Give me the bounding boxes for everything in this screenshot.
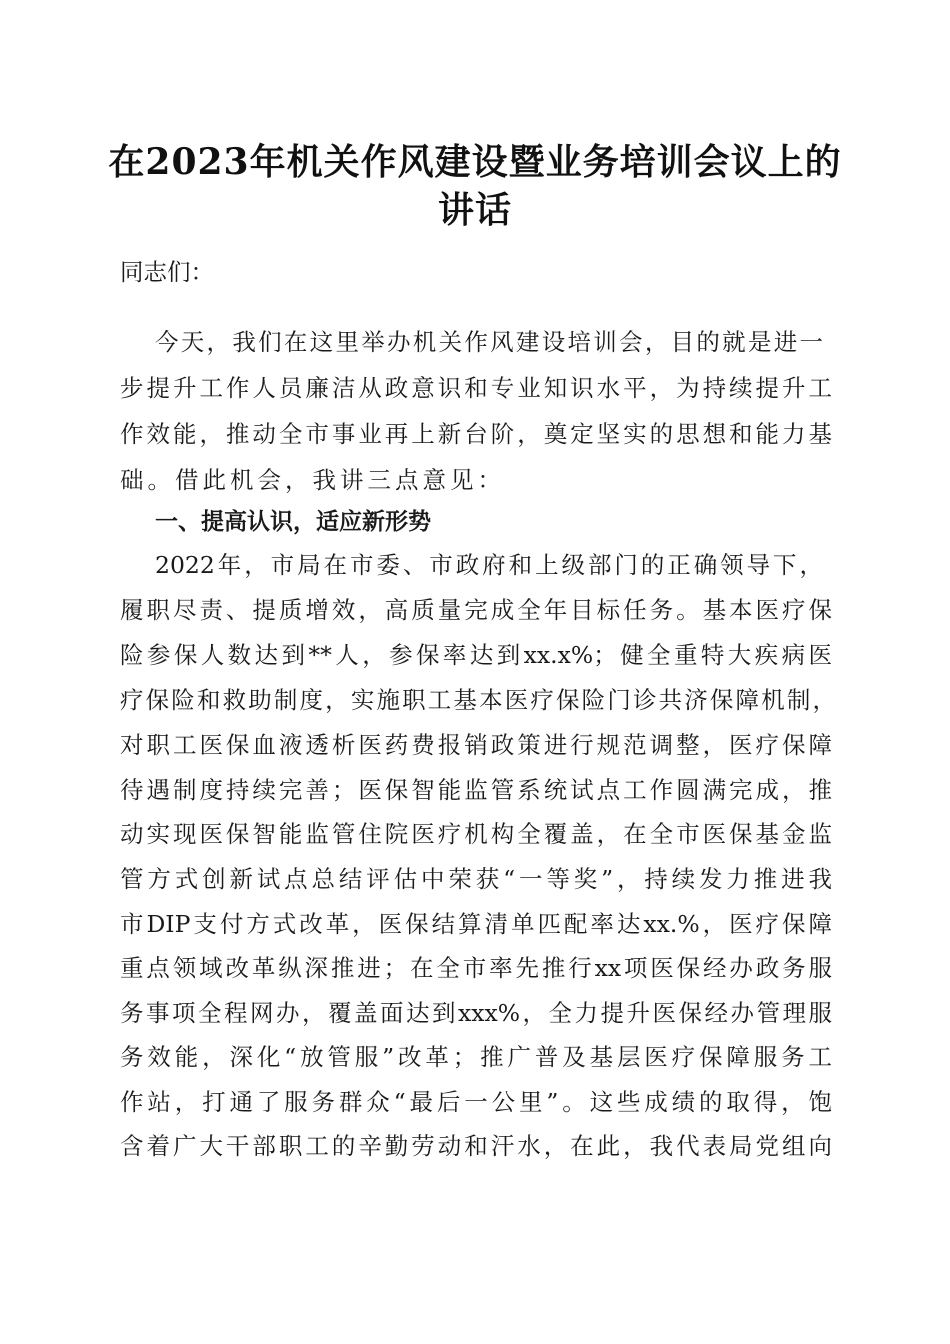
paragraph-2-line: 履职尽责、提质增效，高质量完成全年目标任务。基本医疗保	[120, 596, 832, 624]
paragraph-2-line: 对职工医保血液透析医药费报销政策进行规范调整，医疗保障	[120, 731, 832, 759]
paragraph-2-line: 含着广大干部职工的辛勤劳动和汗水，在此，我代表局党组向	[120, 1132, 832, 1160]
paragraph-1-line: 作效能，推动全市事业再上新台阶，奠定坚实的思想和能力基	[120, 420, 832, 448]
paragraph-1-line: 步提升工作人员廉洁从政意识和专业知识水平，为持续提升工	[120, 374, 832, 402]
paragraph-2-line: 2022年，市局在市委、市政府和上级部门的正确领导下，	[155, 551, 823, 579]
paragraph-2-line: 疗保险和救助制度，实施职工基本医疗保险门诊共济保障机制，	[120, 686, 836, 714]
paragraph-2-line: 动实现医保智能监管住院医疗机构全覆盖，在全市医保基金监	[120, 820, 832, 848]
salutation: 同志们：	[120, 258, 214, 286]
section-1-heading: 一、提高认识，适应新形势	[155, 509, 431, 535]
paragraph-2-line: 市DIP支付方式改革，医保结算清单匹配率达xx.%，医疗保障	[120, 910, 832, 938]
document-title-line-1: 在2023年机关作风建设暨业务培训会议上的	[108, 141, 842, 183]
paragraph-2-line: 务效能，深化“放管服”改革；推广普及基层医疗保障服务工	[120, 1043, 832, 1071]
paragraph-2-line: 重点领域改革纵深推进；在全市率先推行xx项医保经办政务服	[120, 954, 832, 982]
paragraph-1-line: 今天，我们在这里举办机关作风建设培训会，目的就是进一	[155, 328, 823, 356]
paragraph-2-line: 险参保人数达到**人，参保率达到xx.x%；健全重特大疾病医	[120, 641, 832, 669]
paragraph-2-line: 管方式创新试点总结评估中荣获“一等奖”，持续发力推进我	[120, 865, 832, 893]
paragraph-2-line: 待遇制度持续完善；医保智能监管系统试点工作圆满完成，推	[120, 776, 832, 804]
document-title-line-2: 讲话	[437, 189, 512, 231]
paragraph-2-line: 作站，打通了服务群众“最后一公里”。这些成绩的取得，饱	[120, 1088, 832, 1116]
paragraph-1-line: 础。借此机会，我讲三点意见：	[120, 466, 505, 494]
paragraph-2-line: 务事项全程网办，覆盖面达到xxx%，全力提升医保经办管理服	[120, 999, 832, 1027]
